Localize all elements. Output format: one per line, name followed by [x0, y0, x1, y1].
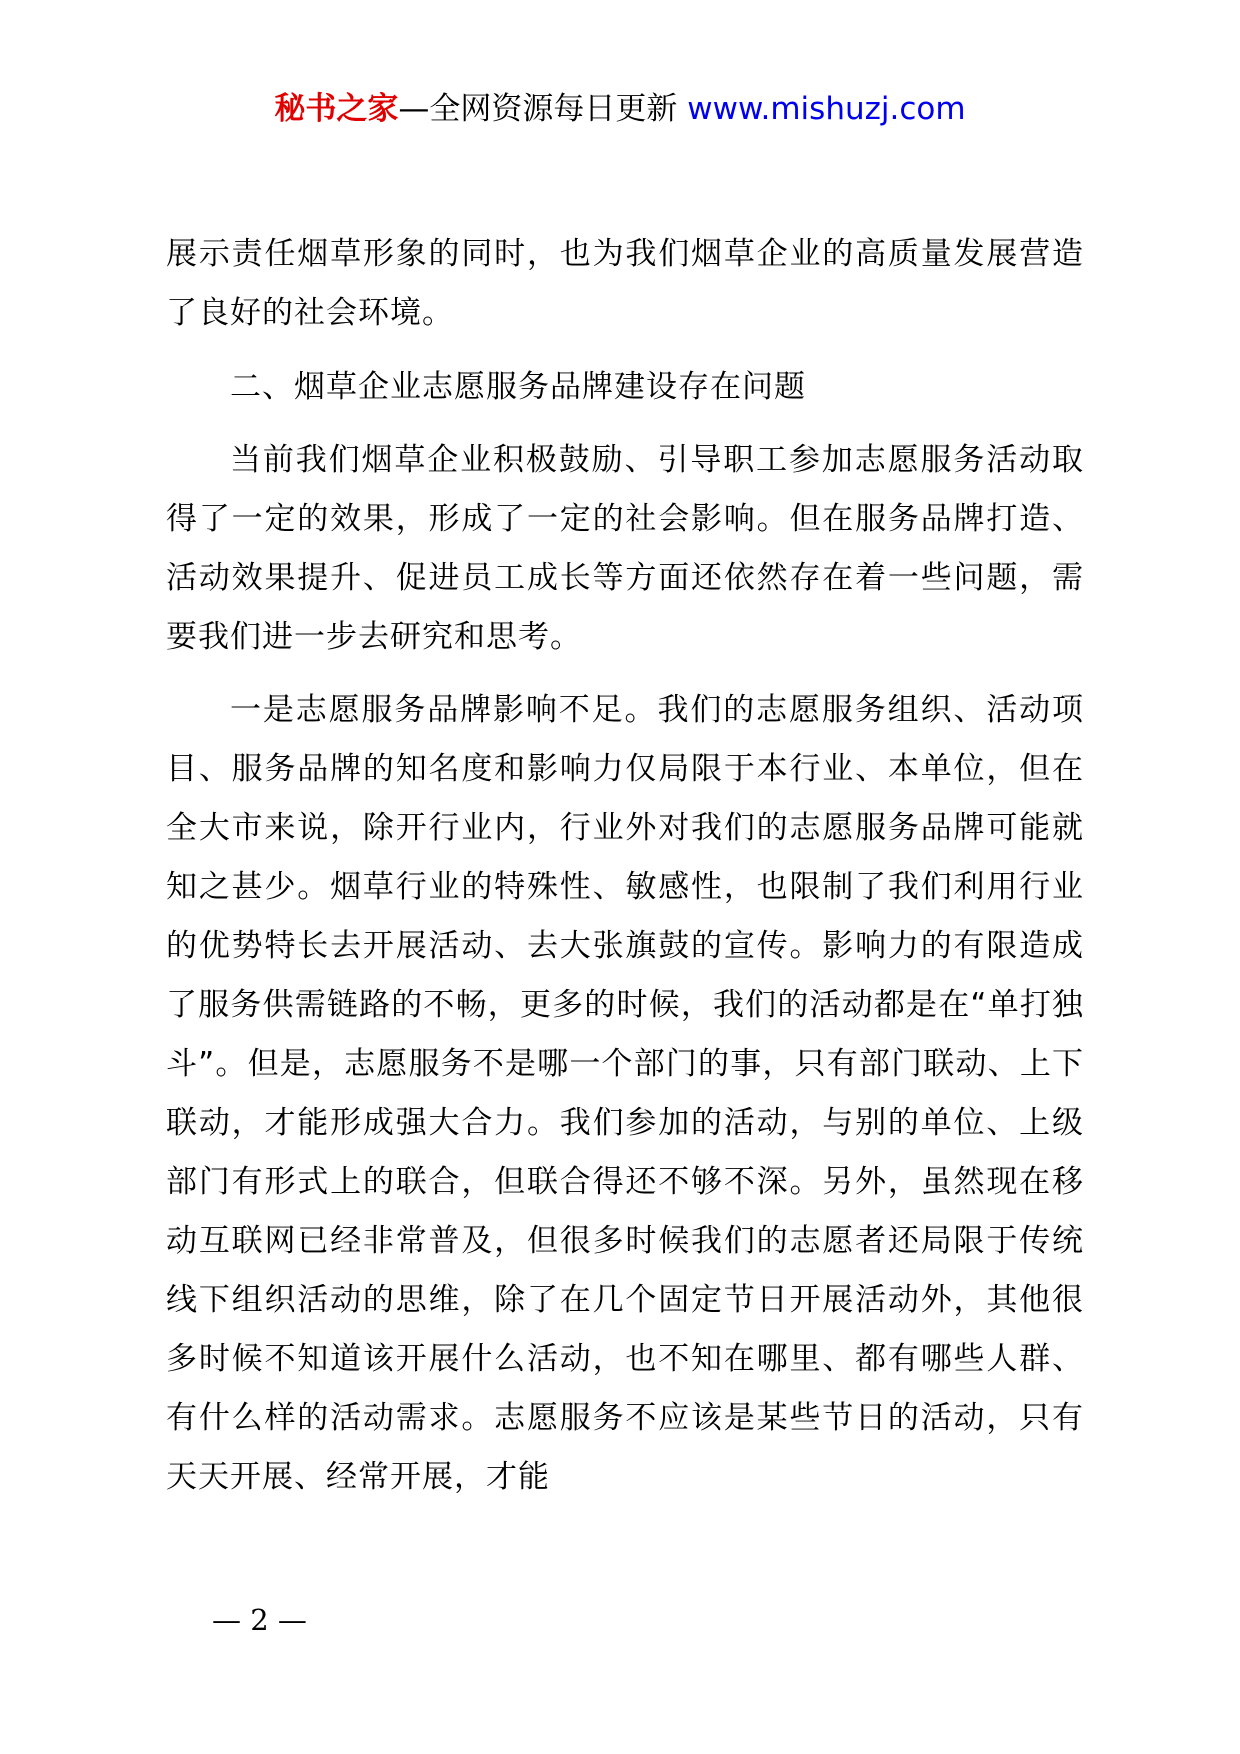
section-heading-text: 二、烟草企业志愿服务品牌建设存在问题	[230, 369, 806, 405]
point-one-paragraph	[166, 681, 1084, 1507]
paragraph-text: 展示责任烟草形象的同时，也为我们烟草企业的高质量发展营造了良好的社会环境。	[166, 236, 1084, 331]
site-tagline: —全网资源每日更新	[398, 91, 688, 127]
site-url-link[interactable]: www.mishuzj.com	[687, 91, 966, 127]
section-heading	[166, 358, 1084, 417]
site-brand: 秘书之家	[274, 91, 399, 127]
page-number: — 2 —	[212, 1603, 307, 1637]
intro-paragraph	[166, 431, 1084, 667]
paragraph-text: 一是志愿服务品牌影响不足。我们的志愿服务组织、活动项目、服务品牌的知名度和影响力仅局限于本行业、本单位，但在全大市来说，除开行业内，行业外对我们的志愿服务品牌可能就知之甚少。烟草行业的特殊性、敏感性，也限制了我们利用行业的优势特长去开展活动、去大张旗鼓的宣传。影响力的有限造成了服务供需链路的不畅，更多的时候，我们的活动都是在“单打独斗”。但是，志愿服务不是哪一个部门的事，只有部门联动、上下联动，才能形成强大合力。我们参加的活动，与别的单位、上级部门有形式上的联合，但联合得还不够不深。另外，虽然现在移动互联网已经非常普及，但很多时候我们的志愿者还局限于传统线下组织活动的思维，除了在几个固定节日开展活动外，其他很多时候不知道该开展什么活动，也不知在哪里、都有哪些人群、有什么样的活动需求。志愿服务不应该是某些节日的活动，只有天天开展、经常开展，才能	[166, 692, 1084, 1495]
page-header	[0, 88, 1240, 130]
paragraph-text: 当前我们烟草企业积极鼓励、引导职工参加志愿服务活动取得了一定的效果，形成了一定的社会影响。但在服务品牌打造、活动效果提升、促进员工成长等方面还依然存在着一些问题，需要我们进一步去研究和思考。	[166, 442, 1084, 655]
continuation-paragraph	[166, 225, 1084, 343]
